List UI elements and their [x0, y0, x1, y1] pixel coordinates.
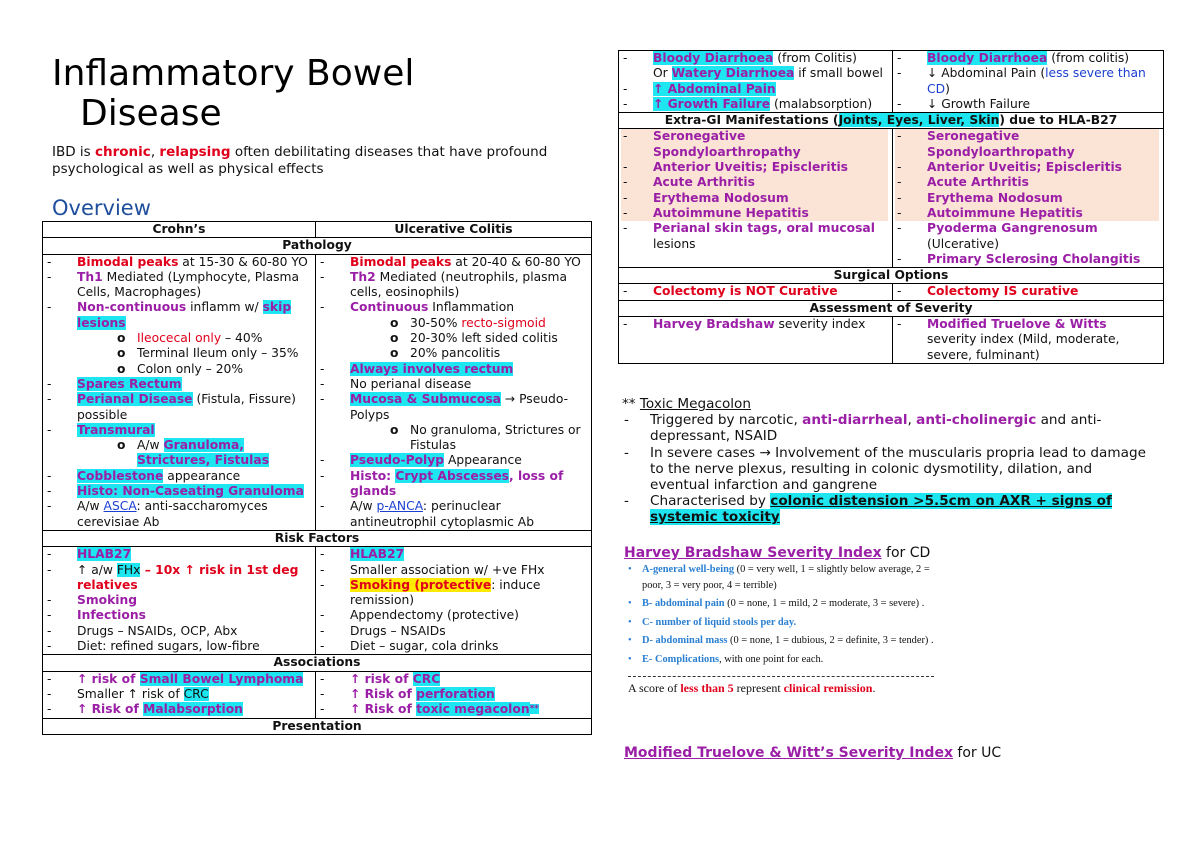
cd-assoc-cell — [43, 671, 316, 718]
list-item: - Histo: Crypt Abscesses, loss of glands — [318, 469, 587, 500]
list-item: - Seronegative Spondyloarthropathy — [621, 129, 888, 160]
list-item: - ↑ Abdominal Pain — [621, 82, 888, 97]
list-item: - Colectomy IS curative — [895, 284, 1159, 299]
page-title — [52, 54, 414, 134]
hb-index-heading: Harvey Bradshaw Severity Index for CD — [624, 545, 931, 561]
list-item: - Th1 Mediated (Lymphocyte, Plasma Cells, Macrophages) — [45, 270, 311, 301]
list-item: o Colon only – 20% — [109, 362, 311, 377]
list-item: - Autoimmune Hepatitis — [621, 206, 888, 221]
pathology-row — [43, 254, 592, 530]
list-item: - Pseudo-Polyp Appearance — [318, 453, 587, 468]
list-item: o 20-30% left sided colitis — [382, 331, 587, 346]
list-item: - ↑ a/w FHx – 10x ↑ risk in 1st deg relatives — [45, 563, 311, 594]
list-item: - Triggered by narcotic, anti-diarrheal, anti-cholinergic and anti-depressant, NSAID — [622, 412, 1152, 444]
list-item: - Acute Arthritis — [621, 175, 888, 190]
list-item: - Th2 Mediated (neutrophils, plasma cells, eosinophils) — [318, 270, 587, 301]
uc-risk-cell — [316, 547, 592, 655]
list-item: - Histo: Non-Caseating Granuloma — [45, 484, 311, 499]
uc-assoc-cell — [316, 671, 592, 718]
list-item: • D- abdominal mass (0 = none, 1 = dubious, 2 = definite, 3 = tender) . — [624, 633, 940, 649]
list-item: - Smoking (protective: induce remission) — [318, 578, 587, 609]
assessment-row — [619, 317, 1164, 364]
list-item: o 20% pancolitis — [382, 346, 587, 361]
assoc-row — [43, 671, 592, 718]
section-extra-gi: Extra-GI Manifestations (Joints, Eyes, Liver, Skin) due to HLA-B27 — [619, 113, 1164, 129]
uc-extra-cell — [893, 129, 1164, 268]
extra-gi-row — [619, 129, 1164, 268]
title-line2: Disease — [80, 93, 222, 134]
list-item: - Autoimmune Hepatitis — [895, 206, 1159, 221]
list-item: - ↑ Risk of perforation — [318, 687, 587, 702]
list-item: - ↓ Growth Failure — [895, 97, 1159, 112]
list-item: - Anterior Uveitis; Episcleritis — [621, 160, 888, 175]
list-item: - Perianal Disease (Fistula, Fissure) possible — [45, 392, 311, 423]
toxic-megacolon-notes — [622, 396, 1152, 526]
cd-extra-cell — [619, 129, 893, 268]
surgical-row — [619, 284, 1164, 300]
list-item: - Harvey Bradshaw severity index — [621, 317, 888, 332]
list-item: - In severe cases → Involvement of the muscularis propria lead to damage to the nerve plexus, resulting in colonic dysmotility, dilation, and eventual infarction and gangrene — [622, 445, 1152, 494]
section-surgical: Surgical Options — [619, 268, 1164, 284]
list-item: - Infections — [45, 608, 311, 623]
continued-table — [618, 50, 1164, 364]
list-item: • C- number of liquid stools per day. — [624, 615, 940, 631]
list-item: - Transmural o A/w Granuloma, Strictures, Fistulas — [45, 423, 311, 469]
list-item: - Bloody Diarrhoea (from colitis) — [895, 51, 1159, 66]
list-item: - Non-continuous inflamm w/ skip lesions o Ileocecal only – 40% o Terminal Ileum only – 35% o Colon only – 20% — [45, 300, 311, 376]
list-item: - ↓ Abdominal Pain (less severe than CD) — [895, 66, 1159, 97]
list-item: - Bimodal peaks at 15-30 & 60-80 YO — [45, 255, 311, 270]
list-item: - A/w ASCA: anti-saccharomyces cerevisiae Ab — [45, 499, 311, 530]
title-line1: Inflammatory Bowel — [52, 53, 415, 94]
list-item: - Diet: refined sugars, low-fibre — [45, 639, 311, 654]
list-item: o Ileocecal only – 40% — [109, 331, 311, 346]
list-item: - Characterised by colonic distension >5.5cm on AXR + signs of systemic toxicity — [622, 493, 1152, 525]
section-assessment: Assessment of Severity — [619, 300, 1164, 316]
presentation-row — [619, 51, 1164, 113]
section-associations: Associations — [43, 655, 592, 671]
uc-presentation-cell — [893, 51, 1164, 113]
score-line: A score of less than 5 represent clinical remission. — [628, 680, 876, 695]
list-item: • B- abdominal pain (0 = none, 1 = mild, 2 = moderate, 3 = severe) . — [624, 596, 940, 612]
section-presentation: Presentation — [43, 718, 592, 734]
list-item: o A/w Granuloma, Strictures, Fistulas — [109, 438, 311, 469]
list-item: o Terminal Ileum only – 35% — [109, 346, 311, 361]
list-item: - HLAB27 — [318, 547, 587, 562]
list-item: - Anterior Uveitis; Episcleritis — [895, 160, 1159, 175]
list-item: - Primary Sclerosing Cholangitis — [895, 252, 1159, 267]
list-item: - Smaller association w/ +ve FHx — [318, 563, 587, 578]
intro-paragraph: IBD is chronic, relapsing often debilitating diseases that have profound psychological as well as physical effects — [52, 144, 548, 177]
list-item: - Erythema Nodosum — [895, 191, 1159, 206]
risk-row — [43, 547, 592, 655]
list-item: - Continuous Inflammation o 30-50% recto-sigmoid o 20-30% left sided colitis o 20% pancolitis — [318, 300, 587, 361]
list-item: - Seronegative Spondyloarthropathy — [895, 129, 1159, 160]
list-item: - Erythema Nodosum — [621, 191, 888, 206]
list-item: - Bimodal peaks at 20-40 & 60-80 YO — [318, 255, 587, 270]
overview-table — [42, 221, 592, 735]
notes-heading: ** Toxic Megacolon — [622, 396, 751, 412]
list-item: - Diet – sugar, cola drinks — [318, 639, 587, 654]
list-item: - Drugs – NSAIDs — [318, 624, 587, 639]
list-item: - Bloody Diarrhoea (from Colitis) Or Watery Diarrhoea if small bowel — [621, 51, 888, 82]
list-item: - Spares Rectum — [45, 377, 311, 392]
col-crohns: Crohn’s — [43, 222, 316, 238]
list-item: • A-general well-being (0 = very well, 1 = slightly below average, 2 = poor, 3 = very poor, 4 = terrible) — [624, 562, 940, 593]
cd-risk-cell — [43, 547, 316, 655]
list-item: - Smoking — [45, 593, 311, 608]
list-item: - HLAB27 — [45, 547, 311, 562]
list-item: - Modified Truelove & Witts severity index (Mild, moderate, severe, fulminant) — [895, 317, 1159, 363]
list-item: - Cobblestone appearance — [45, 469, 311, 484]
list-item: - Drugs – NSAIDs, OCP, Abx — [45, 624, 311, 639]
uc-pathology-cell — [316, 254, 592, 530]
list-item: - No perianal disease — [318, 377, 587, 392]
list-item: - ↑ risk of Small Bowel Lymphoma — [45, 672, 311, 687]
list-item: - ↑ Risk of toxic megacolon** — [318, 702, 587, 717]
list-item: - Mucosa & Submucosa → Pseudo-Polyps o No granuloma, Strictures or Fistulas — [318, 392, 587, 453]
list-item: - ↑ Risk of Malabsorption — [45, 702, 311, 717]
list-item: - ↑ Growth Failure (malabsorption) — [621, 97, 888, 112]
section-pathology: Pathology — [43, 238, 592, 254]
table-header-row — [43, 222, 592, 238]
list-item: o 30-50% recto-sigmoid — [382, 316, 587, 331]
list-item: • E- Complications, with one point for each. — [624, 652, 940, 668]
list-item: - Smaller ↑ risk of CRC — [45, 687, 311, 702]
overview-heading: Overview — [52, 196, 151, 220]
cd-pathology-cell — [43, 254, 316, 530]
list-item: - A/w p-ANCA: perinuclear antineutrophil cytoplasmic Ab — [318, 499, 587, 530]
mt-index-heading: Modified Truelove & Witt’s Severity Index for UC — [624, 745, 1002, 761]
list-item: - Perianal skin tags, oral mucosal lesions — [621, 221, 888, 252]
col-uc: Ulcerative Colitis — [316, 222, 592, 238]
divider — [628, 676, 934, 677]
list-item: - Appendectomy (protective) — [318, 608, 587, 623]
list-item: - ↑ risk of CRC — [318, 672, 587, 687]
section-risk-factors: Risk Factors — [43, 530, 592, 546]
list-item: - Pyoderma Gangrenosum (Ulcerative) — [895, 221, 1159, 252]
list-item: - Colectomy is NOT Curative — [621, 284, 888, 299]
hb-index-image — [624, 562, 940, 730]
list-item: - Always involves rectum — [318, 362, 587, 377]
list-item: o No granuloma, Strictures or Fistulas — [382, 423, 587, 454]
list-item: - Acute Arthritis — [895, 175, 1159, 190]
cd-presentation-cell — [619, 51, 893, 113]
asca-link[interactable]: ASCA — [103, 499, 137, 514]
panca-link[interactable]: p-ANCA — [376, 499, 423, 514]
